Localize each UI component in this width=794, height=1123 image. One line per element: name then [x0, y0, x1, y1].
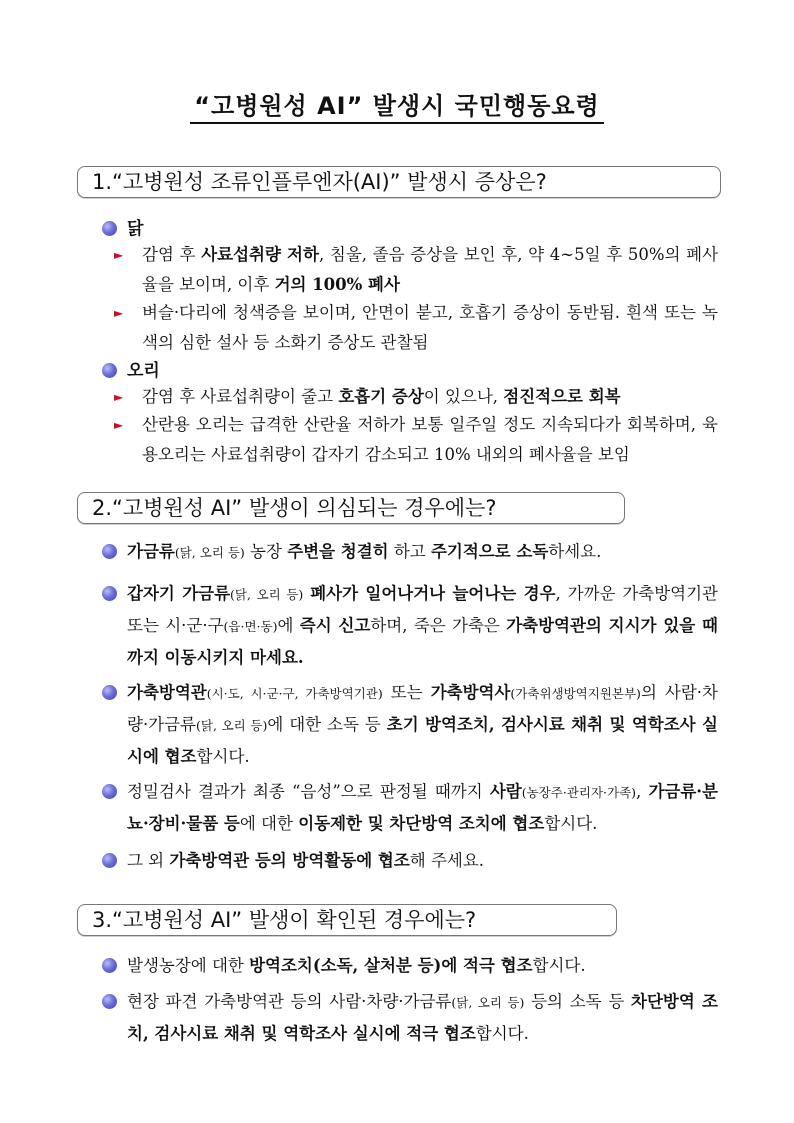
arrow-icon: ► — [114, 306, 124, 320]
document-title: “고병원성 AI” 발생시 국민행동요령 — [0, 86, 794, 121]
bullet-icon — [102, 784, 117, 799]
bullet-icon — [102, 994, 117, 1009]
symptom-item: ► 감염 후 사료섭취량이 줄고 호흡기 증상이 있으나, 점진적으로 회복 — [114, 382, 718, 412]
guideline-item: 갑자기 가금류(닭, 오리 등) 폐사가 일어나거나 늘어나는 경우, 가까운 가축방역기관 또는 시·군·구(읍·면·동)에 즉시 신고하며, 죽은 가축은 가축방역관의 지시가 있을 때까지 이동시키지 마세요. — [102, 578, 718, 673]
bullet-icon — [102, 958, 117, 973]
guideline-item: 현장 파견 가축방역관 등의 사람·차량·가금류(닭, 오리 등) 등의 소독 등 차단방역 조치, 검사시료 채취 및 역학조사 실시에 적극 협조합시다. — [102, 986, 718, 1049]
symptom-item: ► 산란용 오리는 급격한 산란율 저하가 보통 일주일 정도 지속되다가 회복하며, 육용오리는 사료섭취량이 갑자기 감소되고 10% 내외의 폐사율을 보임 — [114, 410, 718, 470]
guideline-item: 가금류(닭, 오리 등) 농장 주변을 청결히 하고 주기적으로 소독하세요. — [102, 536, 718, 568]
guideline-item: 그 외 가축방역관 등의 방역활동에 협조해 주세요. — [102, 845, 718, 876]
group-label: 오리 — [127, 361, 160, 381]
bullet-icon — [102, 685, 117, 700]
symptom-item: ► 벼슬·다리에 청색증을 보이며, 안면이 붇고, 호흡기 증상이 동반됨. 흰색 또는 녹색의 심한 설사 등 소화기 증상도 관찰됨 — [114, 298, 718, 358]
bullet-icon — [102, 853, 117, 868]
bullet-icon — [102, 544, 117, 559]
symptom-item: ► 감염 후 사료섭취량 저하, 침울, 졸음 증상을 보인 후, 약 4∼5일 후 50%의 폐사율을 보이며, 이후 거의 100% 폐사 — [114, 240, 718, 300]
bullet-icon — [102, 221, 117, 236]
group-label: 닭 — [127, 219, 144, 239]
section-3-heading: 3.“고병원성 AI” 발생이 확인된 경우에는? — [77, 904, 617, 936]
guideline-item: 발생농장에 대한 방역조치(소독, 살처분 등)에 적극 협조합시다. — [102, 950, 718, 981]
guideline-item: 정밀검사 결과가 최종 “음성”으로 판정될 때까지 사람(농장주·관리자·가족), 가금류·분뇨·장비·물품 등에 대한 이동제한 및 차단방역 조치에 협조합시다. — [102, 776, 718, 839]
guideline-item: 가축방역관(시·도, 시·군·구, 가축방역기관) 또는 가축방역사(가축위생방역지원본부)의 사람·차량·가금류(닭, 오리 등)에 대한 소독 등 초기 방역조치, 검사시료 채취 및 역학조사 실시에 협조합시다. — [102, 677, 718, 772]
arrow-icon: ► — [114, 248, 124, 262]
arrow-icon: ► — [114, 390, 124, 404]
group-chicken — [102, 218, 143, 240]
arrow-icon: ► — [114, 418, 124, 432]
bullet-icon — [102, 586, 117, 601]
section-1-heading: 1.“고병원성 조류인플루엔자(AI)” 발생시 증상은? — [77, 166, 721, 198]
section-2-heading: 2.“고병원성 AI” 발생이 의심되는 경우에는? — [77, 492, 625, 524]
bullet-icon — [102, 363, 117, 378]
group-duck — [102, 360, 160, 382]
